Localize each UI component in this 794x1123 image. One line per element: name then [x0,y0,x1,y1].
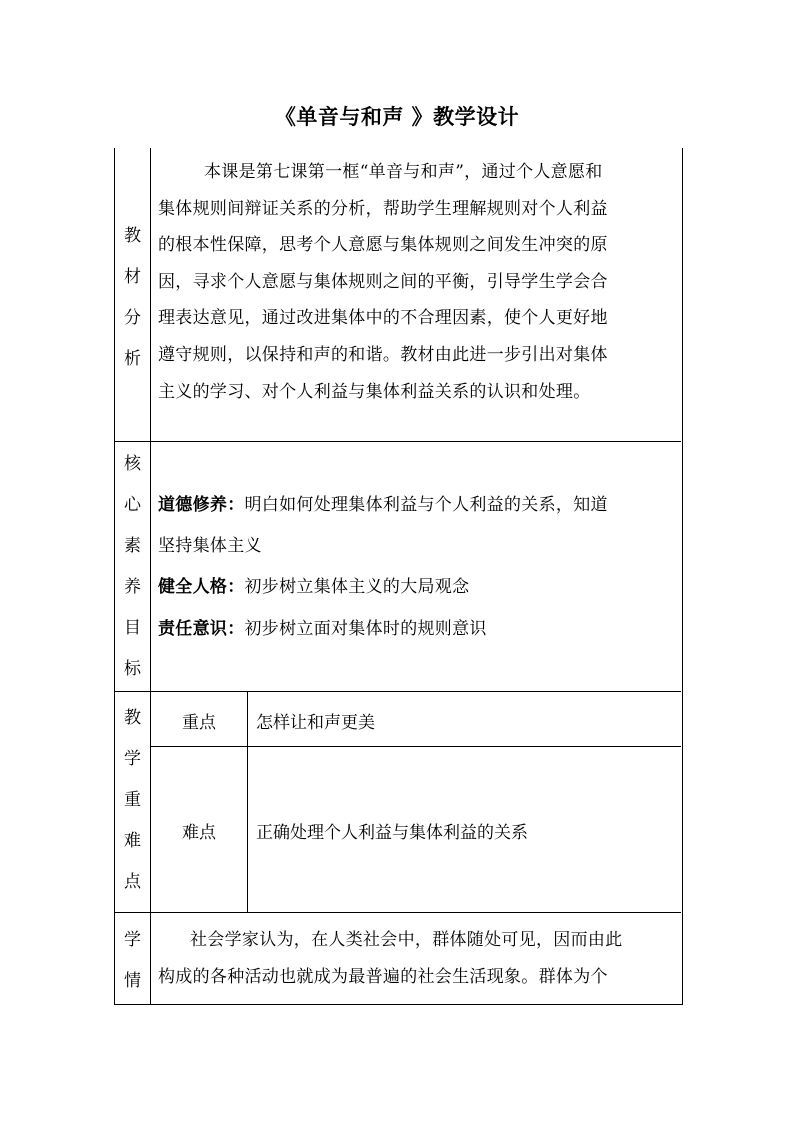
label-char: 点 [124,872,141,892]
row-divider-key-difficult [114,912,681,913]
key-point-text: 怎样让和声更美 [256,713,375,733]
document-title: 《单音与和声 》教学设计 [274,105,520,129]
goal-personality-heading: 健全人格： [158,577,245,597]
label-char: 析 [124,349,141,369]
label-char: 学 [124,930,141,950]
difficult-point-label: 难点 [182,823,216,843]
text-line: 社会学家认为，在人类社会中，群体随处可见，因而由此 [190,930,623,950]
student-analysis-label [115,920,150,1002]
goal-moral-line-2: 坚持集体主义 [158,536,262,556]
row-divider-material [114,441,681,442]
text-line: 集体规则间辩证关系的分析，帮助学生理解规则对个人利益 [158,198,608,219]
text-line: 构成的各种活动也就成为最普遍的社会生活现象。群体为个 [158,966,608,987]
text-line: 因，寻求个人意愿与集体规则之间的平衡，引导学生学会合 [158,271,608,292]
goal-responsibility [158,609,678,650]
material-analysis-label [115,216,150,380]
label-char: 分 [124,308,141,328]
text-line: 主义的学习、对个人利益与集体利益关系的认识和处理。 [158,381,591,402]
label-char: 标 [124,659,141,679]
student-analysis-text [158,922,677,995]
core-literacy-goals-label [115,444,150,690]
text-line: 的根本性保障，思考个人意愿与集体规则之间发生冲突的原 [158,235,608,256]
material-analysis-text [158,154,677,410]
goal-personality-text: 初步树立集体主义的大局观念 [244,577,470,597]
label-char: 材 [124,267,141,287]
label-char: 素 [124,536,141,556]
goal-personality [158,567,678,608]
goal-responsibility-heading: 责任意识： [158,619,245,639]
row-divider-goals [114,691,681,692]
label-char: 养 [124,577,141,597]
label-char: 情 [124,971,141,991]
key-point-label: 重点 [182,713,216,733]
text-line: 本课是第七课第一框“单音与和声”，通过个人意愿和 [204,162,603,182]
label-char: 教 [124,708,141,728]
difficult-point-text: 正确处理个人利益与集体利益的关系 [256,823,528,843]
key-difficult-points-label [115,698,150,903]
row-divider-key-point [150,746,681,747]
goal-responsibility-text: 初步树立面对集体时的规则意识 [244,619,487,639]
text-line: 遵守规则，以保持和声的和谐。教材由此进一步引出对集体 [158,344,608,365]
label-char: 教 [124,226,141,246]
label-column-divider [150,148,151,1004]
goal-moral-line-1 [158,485,678,526]
label-char: 学 [124,749,141,769]
label-char: 心 [124,495,141,515]
text-line: 理表达意见，通过改进集体中的不合理因素，使个人更好地 [158,308,608,329]
label-char: 难 [124,831,141,851]
goal-moral-text: 明白如何处理集体利益与个人利益的关系，知道 [244,495,608,515]
label-char: 核 [124,454,141,474]
goal-moral-heading: 道德修养： [158,495,245,515]
label-char: 目 [124,618,141,638]
sub-label-column-divider [247,691,248,912]
label-char: 重 [124,790,141,810]
